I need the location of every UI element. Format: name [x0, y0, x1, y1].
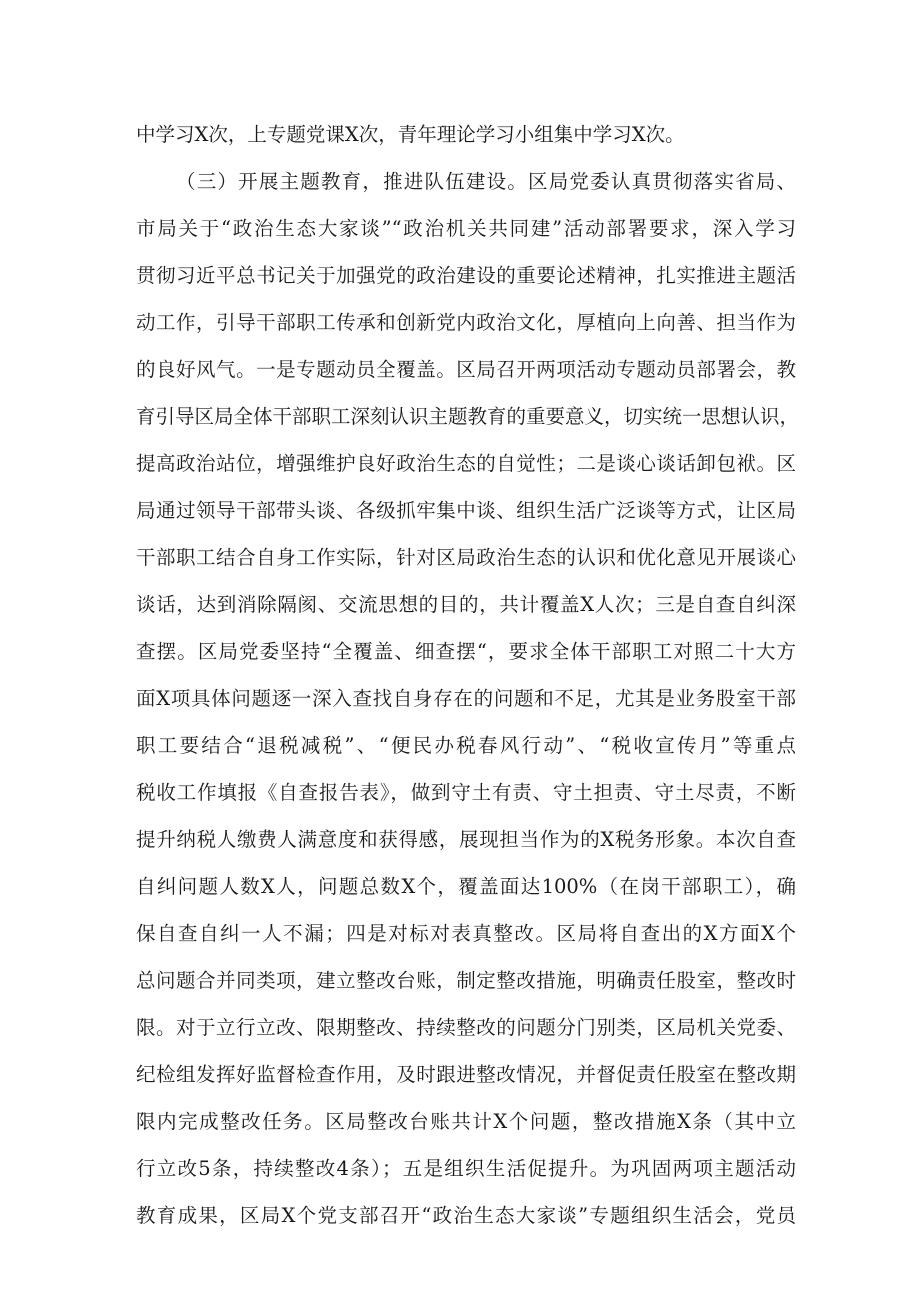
text-line: 干部职工结合自身工作实际，针对区局政治生态的认识和优化意见开展谈心: [136, 546, 796, 569]
text-line: 纪检组发挥好监督检查作用，及时跟进整改情况，并督促责任股室在整改期: [136, 1063, 796, 1086]
text-line: 的良好风气。一是专题动员全覆盖。区局召开两项活动专题动员部署会，教: [136, 358, 796, 381]
text-line: 提升纳税人缴费人满意度和获得感，展现担当作为的X税务形象。本次自查: [136, 828, 796, 851]
text-line: 自纠问题人数X人，问题总数X个，覆盖面达100%（在岗干部职工），确: [136, 875, 796, 898]
text-line: 谈话，达到消除隔阂、交流思想的目的，共计覆盖X人次；三是自查自纠深: [136, 593, 796, 616]
text-line: 教育成果，区局X个党支部召开“政治生态大家谈”专题组织生活会，党员: [136, 1204, 796, 1227]
text-line: 查摆。区局党委坚持“全覆盖、细查摆“，要求全体干部职工对照二十大方: [136, 640, 796, 663]
text-line: 中学习X次，上专题党课X次，青年理论学习小组集中学习X次。: [136, 123, 685, 146]
text-line: 育引导区局全体干部职工深刻认识主题教育的重要意义，切实统一思想认识，: [136, 405, 800, 428]
section-heading-line: （三）开展主题教育，推进队伍建设。区局党委认真贯彻落实省局、: [176, 170, 796, 193]
text-line: 职工要结合“退税减税”、“便民办税春风行动”、“税收宣传月”等重点: [136, 734, 796, 757]
text-line: 限内完成整改任务。区局整改台账共计X个问题，整改措施X条（其中立: [136, 1110, 796, 1133]
text-line: 局通过领导干部带头谈、各级抓牢集中谈、组织生活广泛谈等方式，让区局: [136, 499, 796, 522]
text-line: 动工作，引导干部职工传承和创新党内政治文化，厚植向上向善、担当作为: [136, 311, 796, 334]
text-line: 税收工作填报《自查报告表》，做到守土有责、守土担责、守土尽责，不断: [136, 781, 796, 804]
text-line: 提高政治站位，增强维护良好政治生态的自觉性；二是谈心谈话卸包袱。区: [136, 452, 796, 475]
text-line: 保自查自纠一人不漏；四是对标对表真整改。区局将自查出的X方面X个: [136, 922, 796, 945]
text-line: 限。对于立行立改、限期整改、持续整改的问题分门别类，区局机关党委、: [136, 1016, 796, 1039]
text-line: 面X项具体问题逐一深入查找自身存在的问题和不足，尤其是业务股室干部: [136, 687, 796, 710]
text-line: 贯彻习近平总书记关于加强党的政治建设的重要论述精神，扎实推进主题活: [136, 264, 796, 287]
text-line: 总问题合并同类项，建立整改台账，制定整改措施，明确责任股室，整改时: [136, 969, 796, 992]
text-line: 市局关于“政治生态大家谈”“政治机关共同建”活动部署要求，深入学习: [136, 217, 796, 240]
text-line: 行立改5条，持续整改4条）；五是组织生活促提升。为巩固两项主题活动: [136, 1157, 796, 1180]
